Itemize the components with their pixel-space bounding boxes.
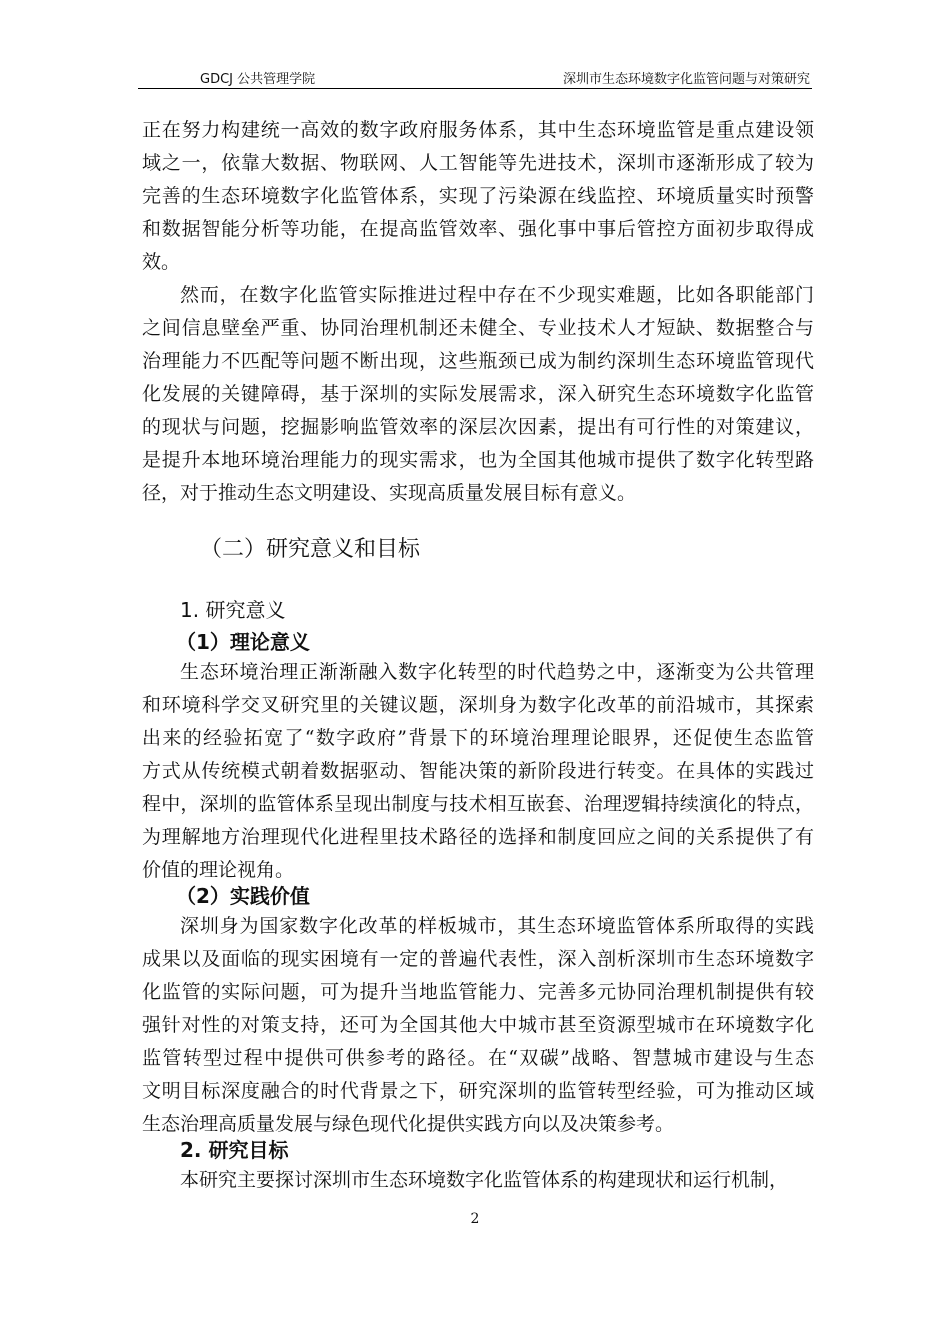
subsection-heading: 2. 研究目标 [180,1138,289,1162]
paragraph-line: 监管转型过程中提供可供参考的路径。在“双碳”战略、智慧城市建设与生态 [142,1047,814,1069]
paragraph-line: 治理能力不匹配等问题不断出现，这些瓶颈已成为制约深圳生态环境监管现代 [142,350,814,372]
paragraph-line: 然而，在数字化监管实际推进过程中存在不少现实难题，比如各职能部门 [180,284,814,306]
paragraph-line: 化发展的关键障碍，基于深圳的实际发展需求，深入研究生态环境数字化监管 [142,383,814,405]
paragraph-line: 效。 [142,251,181,273]
header-paper-title: 深圳市生态环境数字化监管问题与对策研究 [562,72,810,87]
paragraph-line: 是提升本地环境治理能力的现实需求，也为全国其他城市提供了数字化转型路 [142,449,814,471]
section-heading: （二）研究意义和目标 [200,537,421,562]
paragraph-line: 文明目标深度融合的时代背景之下，研究深圳的监管转型经验，可为推动区域 [142,1080,814,1102]
paragraph-line: 价值的理论视角。 [142,859,295,881]
subsection-heading: 1. 研究意义 [180,598,286,622]
paragraph-line: 程中，深圳的监管体系呈现出制度与技术相互嵌套、治理逻辑持续演化的特点， [142,793,814,815]
subsubsection-heading: （2）实践价值 [176,884,310,908]
page-number: 2 [470,1211,480,1227]
paragraph-line: 完善的生态环境数字化监管体系，实现了污染源在线监控、环境质量实时预警 [142,185,814,207]
paragraph-line: 的现状与问题，挖掘影响监管效率的深层次因素，提出有可行性的对策建议， [142,416,814,438]
paragraph-line: 成果以及面临的现实困境有一定的普遍代表性，深入剖析深圳市生态环境数字 [142,948,814,970]
paragraph-line: 和环境科学交叉研究里的关键议题，深圳身为数字化改革的前沿城市，其探索 [142,694,814,716]
paragraph-line: 化监管的实际问题，可为提升当地监管能力、完善多元协同治理机制提供有较 [142,981,814,1003]
paragraph-line: 之间信息壁垒严重、协同治理机制还未健全、专业技术人才短缺、数据整合与 [142,317,814,339]
page-header [138,68,812,90]
paragraph-line: 和数据智能分析等功能，在提高监管效率、强化事中事后管控方面初步取得成 [142,218,814,240]
paragraph-line: 正在努力构建统一高效的数字政府服务体系，其中生态环境监管是重点建设领 [142,119,814,141]
paragraph-line: 为理解地方治理现代化进程里技术路径的选择和制度回应之间的关系提供了有 [142,826,814,848]
subsubsection-heading: （1）理论意义 [176,630,310,654]
header-institution: GDCJ 公共管理学院 [200,72,316,87]
paragraph-line: 域之一，依靠大数据、物联网、人工智能等先进技术，深圳市逐渐形成了较为 [142,152,814,174]
header-divider [138,88,812,89]
paragraph-line: 出来的经验拓宽了“数字政府”背景下的环境治理理论眼界，还促使生态监管 [142,727,814,749]
paragraph-line: 强针对性的对策支持，还可为全国其他大中城市甚至资源型城市在环境数字化 [142,1014,814,1036]
paragraph-line: 生态治理高质量发展与绿色现代化提供实践方向以及决策参考。 [142,1113,675,1135]
paragraph-line: 生态环境治理正渐渐融入数字化转型的时代趋势之中，逐渐变为公共管理 [180,661,814,683]
paragraph-line: 本研究主要探讨深圳市生态环境数字化监管体系的构建现状和运行机制， [180,1169,789,1191]
paragraph-line: 方式从传统模式朝着数据驱动、智能决策的新阶段进行转变。在具体的实践过 [142,760,814,782]
paragraph-line: 深圳身为国家数字化改革的样板城市，其生态环境监管体系所取得的实践 [180,915,814,937]
paragraph-line: 径，对于推动生态文明建设、实现高质量发展目标有意义。 [142,482,637,504]
